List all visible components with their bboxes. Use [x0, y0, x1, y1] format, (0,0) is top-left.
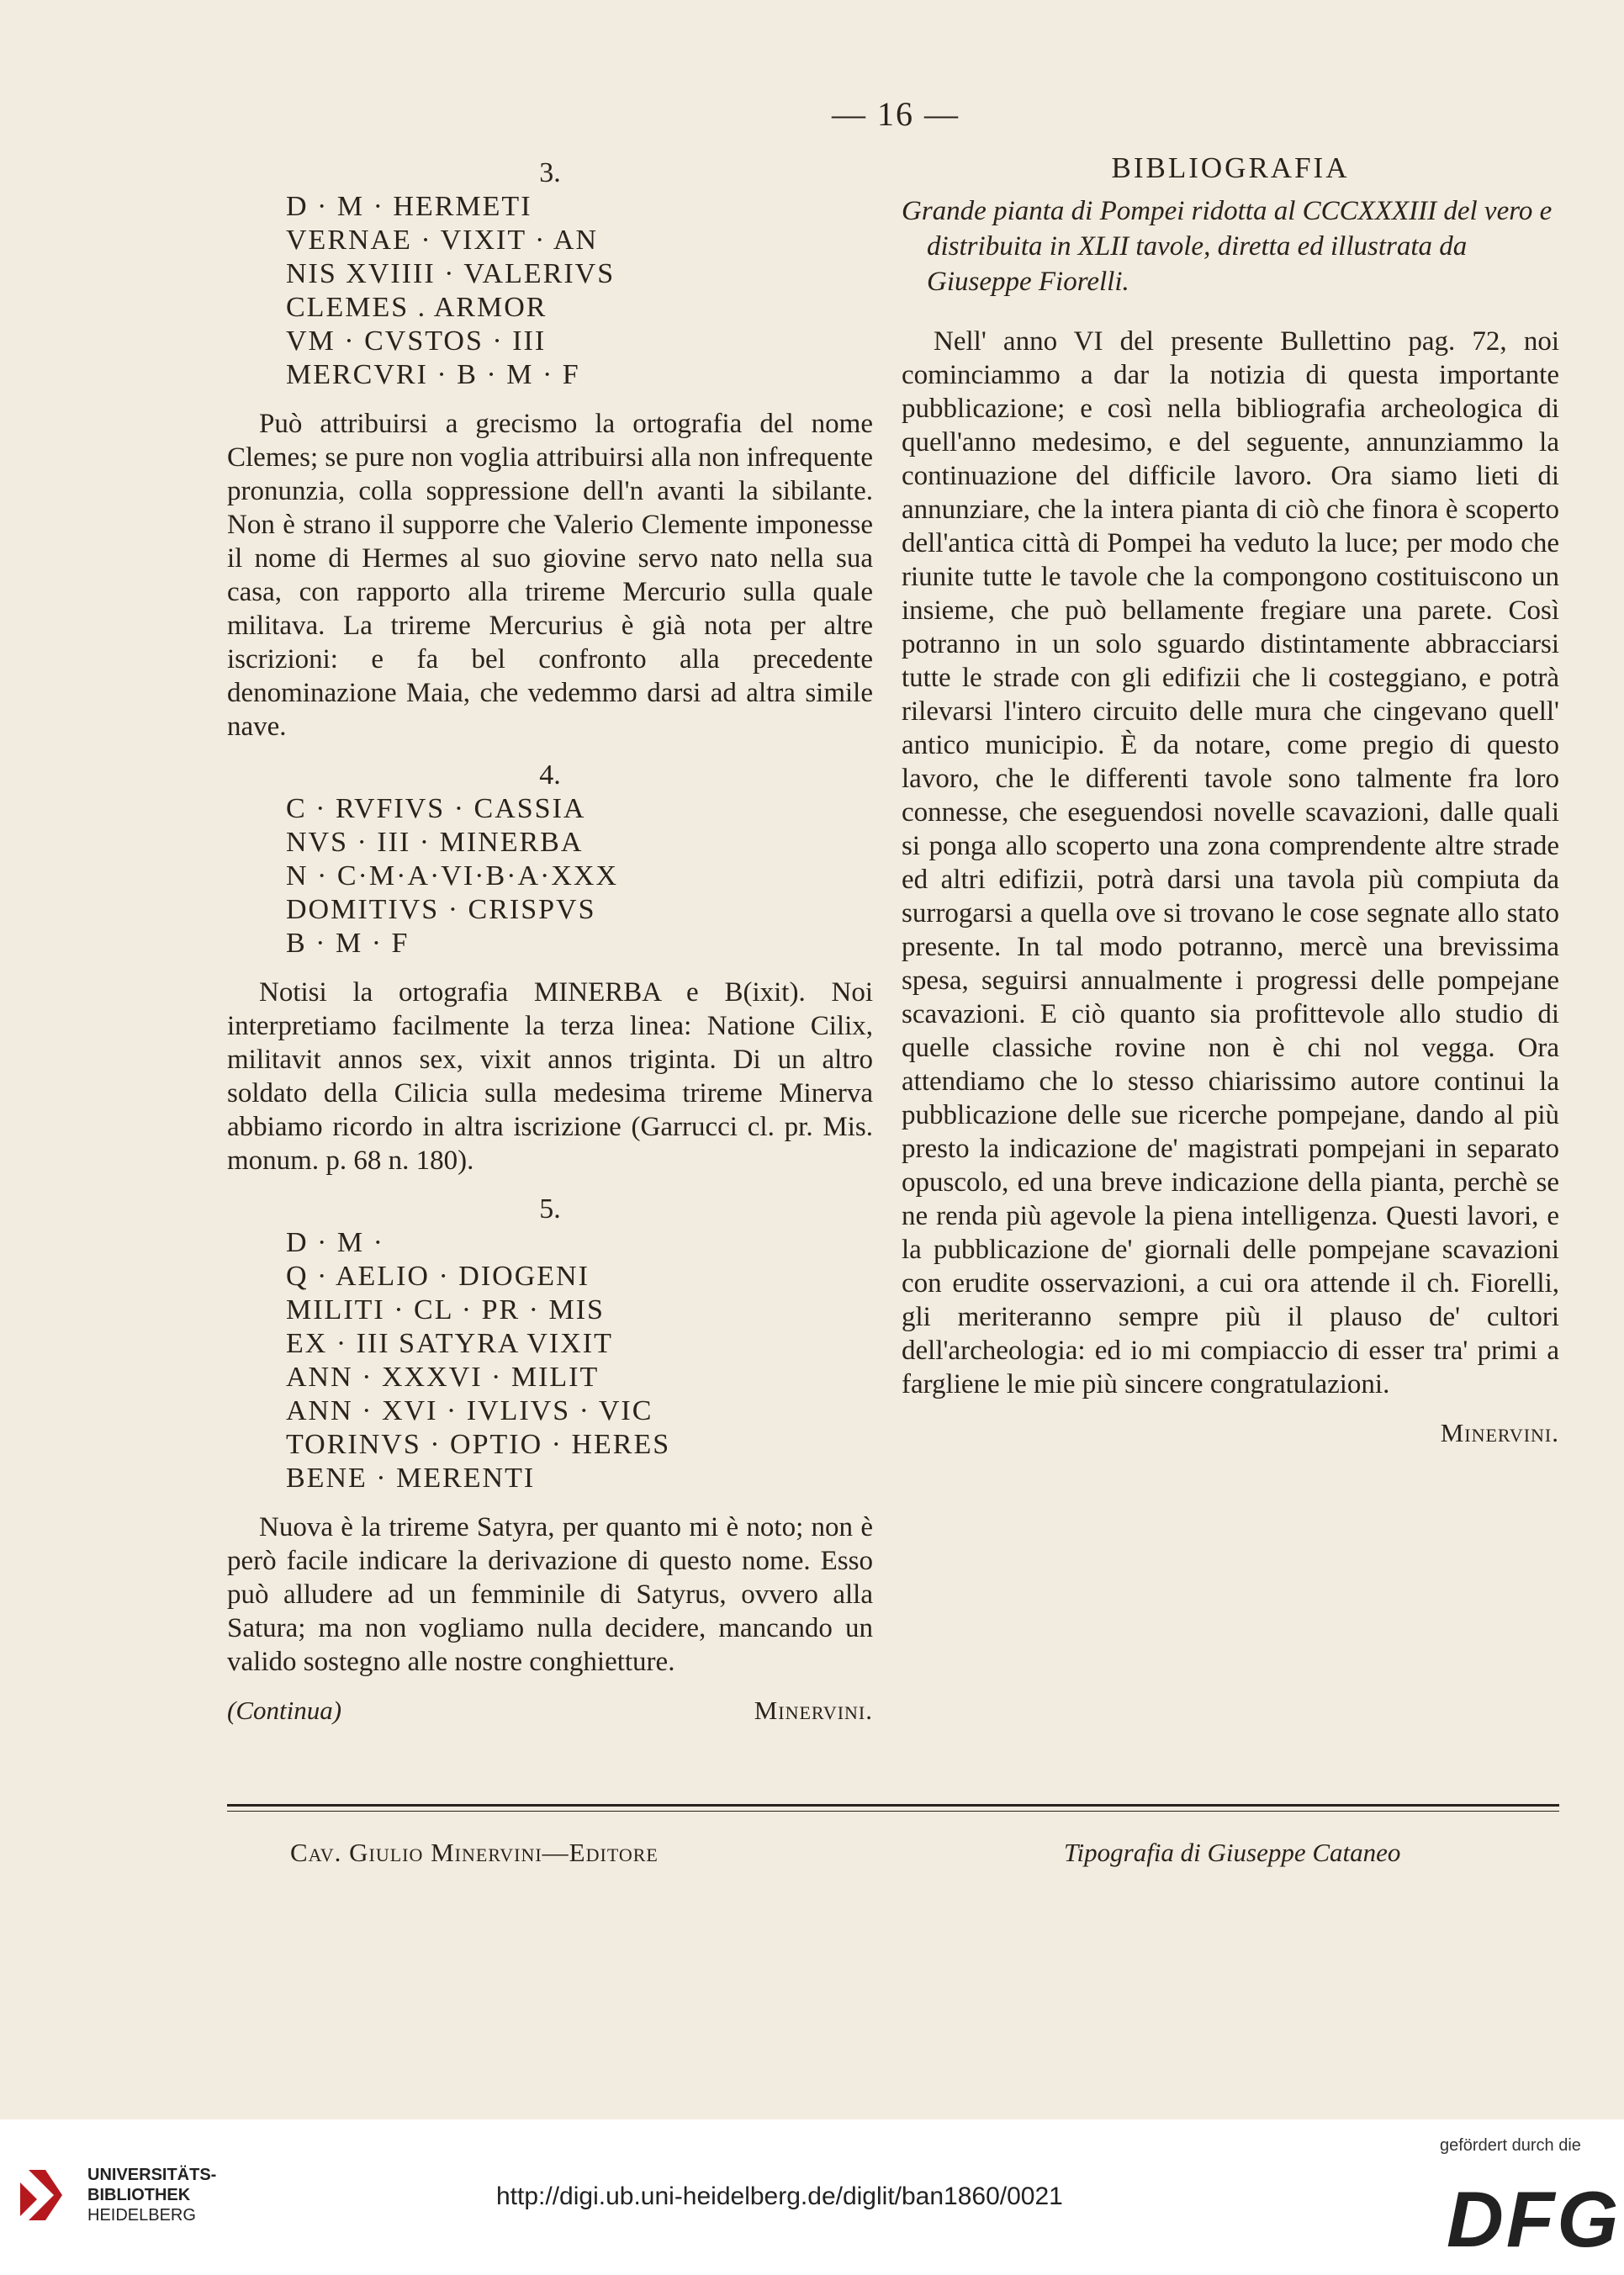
library-name-line: UNIVERSITÄTS- — [87, 2166, 217, 2184]
inscription-line: VERNAE · VIXIT · AN — [286, 225, 599, 256]
library-logo-icon — [20, 2161, 71, 2233]
section-title: BIBLIOGRAFIA — [1111, 151, 1350, 184]
footer-rule — [227, 1804, 1559, 1807]
library-name-line: HEIDELBERG — [87, 2206, 196, 2225]
inscription-line: ANN · XVI · IVLIVS · VIC — [286, 1395, 653, 1426]
commentary-paragraph-4: Notisi la ortografia MINERBA e B(ixit). Noi interpretiamo facilmente la terza linea: Natione Cilix, militavit annos sex, vixit annos triginta. Di un altro soldato della Cilicia sulla medesima trireme Minerva abbiamo ricordo in altra iscrizione (Garrucci cl. pr. Mis. monum. p. 68 n. 180). — [227, 977, 873, 1176]
inscription-line: TORINVS · OPTIO · HERES — [286, 1429, 671, 1460]
inscription-3 — [286, 190, 873, 392]
page-number: — 16 — — [832, 95, 960, 133]
author-signature: Minervini. — [1440, 1418, 1559, 1447]
permalink-url[interactable]: http://digi.ub.uni-heidelberg.de/diglit/ban1860/0021 — [496, 2182, 1063, 2210]
library-name — [87, 2165, 216, 2225]
inscription-line: N · C·M·A·VI·B·A·XXX — [286, 860, 619, 891]
inscription-line: NVS · III · MINERBA — [286, 827, 584, 858]
inscription-5 — [286, 1226, 873, 1495]
left-signature-row — [227, 1696, 873, 1726]
left-column — [227, 151, 873, 1726]
author-signature: Minervini. — [754, 1696, 873, 1725]
inscription-line: MERCVRI · B · M · F — [286, 359, 580, 390]
inscription-4 — [286, 792, 873, 960]
commentary-paragraph-5: Nuova è la trireme Satyra, per quanto mi è noto; non è però facile indicare la derivazione di questo nome. Esso può alludere ad un femminile di Satyrus, ovvero alla Satura; ma non vogliamo nulla decidere, mancando un valido sostegno alle nostre conghietture. — [227, 1512, 873, 1677]
inscription-line: BENE · MERENTI — [286, 1463, 536, 1494]
inscription-line: B · M · F — [286, 928, 410, 959]
bibliography-paragraph: Nell' anno VI del presente Bullettino pag. 72, noi cominciammo a dar la notizia di questa importante pubblicazione; e così nella bibliografia archeologica di quell'anno medesimo, e del seguente, annunziammo la continuazione del difficile lavoro. Ora siamo lieti di annunziare, che la intera pianta di ciò che finora è scoperto dell'antica città di Pompei ha veduto la luce; per modo che riunite tutte le tavole che la compongono costituiscono un insieme, che può bellamente fregiare una parete. Così potranno in un solo sguardo distintamente abbracciarsi tutte le strade con gli edifizii che li costeggiano, e potrà rilevarsi l'intero circuito delle mura che cingevano quell' antico municipio. È da notare, come pregio di questo lavoro, che le differenti tavole sono talmente fra loro connesse, che eseguendosi novelle scavazioni, dalle quali si ponga allo scoperto una zona comprendente altre strade ed altri edifizii, potrà darsi una tavola più compiuta da surrogarsi a quella ove si trovano le cose segnate allo stato presente. In tal modo potranno, mercè una brevissima spesa, seguirsi annualmente i progressi delle pompejane scavazioni. E ciò quanto sia profittevole allo studio di quelle classiche rovine non è chi nol vegga. Ora attendiamo che lo stesso chiarissimo autore continui la pubblicazione delle sue ricerche pompejane, dando al più presto la indicazione de' magistrati pompejani in separato opuscolo, ed una breve indicazione della pianta, perchè se ne renda più agevole la piena intelligenza. Questi lavori, e la pubblicazione de' giornali delle pompejane scavazioni con erudite osservazioni, a cui ora attende il ch. Fiorelli, gli meriteranno sempre più il plauso de' cultori dell'archeologia: ed io mi compiaccio di esser tra' primi a fargliene le mie più sincere congratulazioni. — [902, 326, 1559, 1399]
inscription-line: Q · AELIO · DIOGENI — [286, 1261, 590, 1292]
inscription-line: NIS XVIIII · VALERIVS — [286, 258, 616, 289]
inscription-5-number: 5. — [539, 1193, 561, 1225]
footer-printer: Tipografia di Giuseppe Cataneo — [1064, 1838, 1401, 1867]
inscription-line: C · RVFIVS · CASSIA — [286, 793, 586, 824]
footer-editor: Cav. Giulio Minervini—Editore — [290, 1838, 659, 1867]
bibliography-entry: Grande pianta di Pompei ridotta al CCCXXXIII del vero e distribuita in XLII tavole, diretta ed illustrata da Giuseppe Fiorelli. — [902, 196, 1553, 297]
commentary-paragraph-3: Può attribuirsi a grecismo la ortografia del nome Clemes; se pure non voglia attribuirsi alla non infrequente pronunzia, colla soppressione dell'n avanti la sibilante. Non è strano il supporre che Valerio Clemente imponesse il nome di Hermes al suo giovine servo nato nella sua casa, con rapporto alla trireme Mercurio sulla quale militava. La trireme Mercurius è già nota per altre iscrizioni: e fa bel confronto alla precedente denominazione Maia, che vedemmo darsi ad altra simile nave. — [227, 409, 873, 742]
right-column — [902, 151, 1559, 1448]
inscription-line: EX · III SATYRA VIXIT — [286, 1328, 613, 1359]
funding-note: gefördert durch die — [1440, 2136, 1581, 2155]
inscription-line: VM · CVSTOS · III — [286, 325, 547, 357]
dfg-logo: DFG — [1447, 2175, 1621, 2263]
right-signature-row — [902, 1418, 1559, 1448]
inscription-line: D · M · — [286, 1227, 384, 1258]
library-name-line: BIBLIOTHEK — [87, 2186, 191, 2204]
footer-rule-thin — [227, 1811, 1559, 1812]
inscription-line: ANN · XXXVI · MILIT — [286, 1362, 600, 1393]
inscription-line: DOMITIVS · CRISPVS — [286, 894, 596, 925]
continua-label: (Continua) — [227, 1696, 342, 1725]
inscription-line: MILITI · CL · PR · MIS — [286, 1294, 605, 1325]
inscription-line: D · M · HERMETI — [286, 191, 532, 222]
inscription-line: CLEMES . ARMOR — [286, 292, 548, 323]
inscription-3-number: 3. — [539, 157, 561, 188]
inscription-4-number: 4. — [539, 759, 561, 791]
